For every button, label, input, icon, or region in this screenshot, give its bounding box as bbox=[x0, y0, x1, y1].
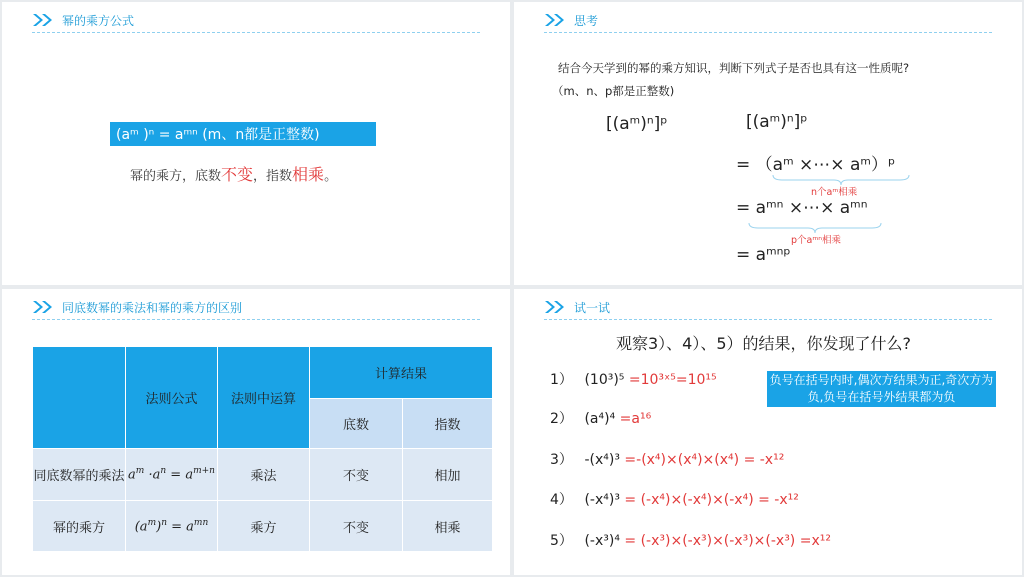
step-three: = aᵐⁿᵖ bbox=[736, 245, 791, 265]
row-exponent: 相乘 bbox=[403, 501, 493, 552]
header-operation: 法则中运算 bbox=[218, 347, 310, 449]
comparison-table bbox=[32, 346, 493, 552]
row-label: 同底数幂的乘法 bbox=[33, 449, 126, 501]
question-text: 结合今天学到的幂的乘方知识，判断下列式子是否也具有这一性质呢? bbox=[558, 61, 910, 75]
header-divider bbox=[32, 32, 480, 33]
panel-power-formula bbox=[2, 2, 510, 285]
header-divider bbox=[32, 319, 480, 320]
double-chevron-icon bbox=[544, 13, 566, 27]
header-formula: 法则公式 bbox=[126, 347, 218, 449]
double-chevron-icon bbox=[32, 300, 54, 314]
double-chevron-icon bbox=[32, 13, 54, 27]
panel-title: 试一试 bbox=[574, 300, 611, 315]
panel-header bbox=[544, 297, 610, 317]
step-one: = （aᵐ ×⋯× aᵐ）ᵖ bbox=[736, 155, 896, 175]
panel-title: 同底数幂的乘法和幂的乘方的区别 bbox=[62, 300, 243, 315]
note-two: p个aᵐⁿ相乘 bbox=[791, 235, 842, 246]
exercise-5: 5） (-x³)⁴ = (-x³)×(-x³)×(-x³)×(-x³) =x¹² bbox=[550, 533, 831, 549]
panel-thinking bbox=[514, 2, 1022, 285]
tip-box: 负号在括号内时,偶次方结果为正,奇次方为负,负号在括号外结果都为负 bbox=[767, 371, 996, 407]
table-row bbox=[33, 449, 493, 501]
panel-title: 思考 bbox=[574, 13, 599, 28]
rule-description: 幂的乘方，底数不变，指数相乘。 bbox=[130, 165, 338, 184]
row-base: 不变 bbox=[310, 501, 403, 552]
header-base: 底数 bbox=[310, 399, 403, 449]
exercise-1: 1） (10³)⁵ =10³ˣ⁵=10¹⁵ bbox=[550, 372, 717, 388]
panel-title: 幂的乘方公式 bbox=[62, 13, 135, 28]
table-row bbox=[33, 501, 493, 552]
power-rule-formula: $(a^m)^n = a^{mn}$ bbox=[126, 501, 218, 552]
header-empty bbox=[33, 347, 126, 449]
product-rule-formula: $a^m \cdot a^n = a^{m+n}$ bbox=[126, 449, 218, 501]
panel-comparison bbox=[2, 289, 510, 575]
exercise-2: 2） (a⁴)⁴ =a¹⁶ bbox=[550, 411, 652, 427]
panel-header bbox=[32, 297, 242, 317]
row-exponent: 相加 bbox=[403, 449, 493, 501]
note-one: n个aᵐ相乘 bbox=[811, 187, 858, 198]
row-base: 不变 bbox=[310, 449, 403, 501]
header-exponent: 指数 bbox=[403, 399, 493, 449]
condition-text: （m、n、p都是正整数) bbox=[552, 84, 675, 98]
row-label: 幂的乘方 bbox=[33, 501, 126, 552]
header-divider bbox=[544, 32, 992, 33]
left-expression: [(aᵐ)ⁿ]ᵖ bbox=[606, 114, 668, 134]
exercise-4: 4） (-x⁴)³ = (-x⁴)×(-x⁴)×(-x⁴) = -x¹² bbox=[550, 492, 799, 508]
header-result: 计算结果 bbox=[310, 347, 493, 399]
panel-try-it bbox=[514, 289, 1022, 575]
header-divider bbox=[544, 319, 992, 320]
observe-question: 观察3）、4）、5）的结果，你发现了什么? bbox=[616, 334, 912, 353]
row-operation: 乘法 bbox=[218, 449, 310, 501]
panel-header bbox=[32, 10, 134, 30]
step-two: = aᵐⁿ ×⋯× aᵐⁿ bbox=[736, 198, 868, 218]
exercise-3: 3） -(x⁴)³ =-(x⁴)×(x⁴)×(x⁴) = -x¹² bbox=[550, 452, 785, 468]
right-expression: [(aᵐ)ⁿ]ᵖ bbox=[746, 112, 808, 132]
panel-header bbox=[544, 10, 598, 30]
formula-highlight: (aᵐ )ⁿ = aᵐⁿ (m、n都是正整数) bbox=[110, 122, 376, 146]
double-chevron-icon bbox=[544, 300, 566, 314]
row-operation: 乘方 bbox=[218, 501, 310, 552]
